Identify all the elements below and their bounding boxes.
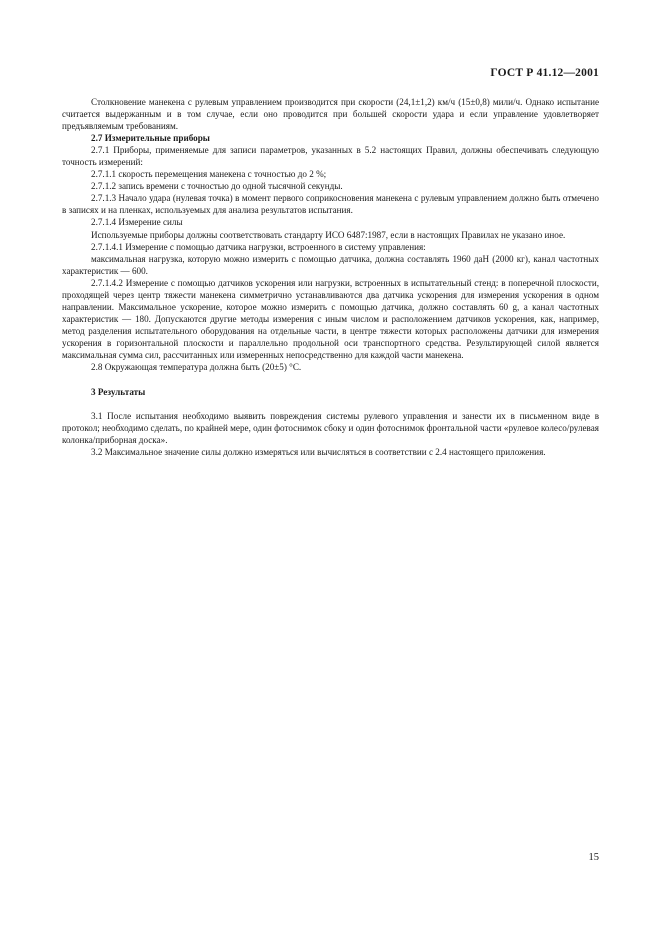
heading-measuring-instruments: 2.7 Измерительные приборы [91,133,210,144]
paragraph-iso-standard: Используемые приборы должны соответствовать стандарту ИСО 6487:1987, если в настоящих Правилах не указано иное. [91,229,566,240]
paragraph-2-7-1-4: 2.7.1.4 Измерение силы [91,217,183,228]
paragraph-3-1: 3.1 После испытания необходимо выявить повреждения системы рулевого управления и занести их в письменном виде в протокол; необходимо сделать, по крайней мере, один фотоснимок сбоку и один фотоснимок фронтальной части «рулевое колесо/рулевая колонка/приборная доска». [62,411,599,446]
paragraph-2-7-1-4-2: 2.7.1.4.2 Измерение с помощью датчиков ускорения или нагрузки, встроенных в испытательный стенд: в поперечной плоскости, проходящей через центр тяжести манекена симметрично устанавливаются два датчика ускорения для измерения ускорения в одном направлении. Максимальное ускорение, которое можно измерить с помощью датчика, должно составлять 60 g, а канал частотных характеристик — 180. Допускаются другие методы измерения с иным числом и расположением датчиков ускорения, как, например, метод разделения испытательного оборудования на отдельные части, в центре тяжести которых расположены датчики для измерения ускорения в горизонтальной плоскости и параллельно продольной оси транспортного средства. Результирующей силой является максимальная сумма сил, рассчитанных или измеренных непосредственно для каждой части манекена. [62,277,599,360]
paragraph-2-7-1-3: 2.7.1.3 Начало удара (нулевая точка) в момент первого соприкосновения манекена с рулевым управлением должно быть отмечено в записях и на пленках, используемых для анализа результатов испытания. [62,193,599,216]
paragraph-3-2: 3.2 Максимальное значение силы должно измеряться или вычисляться в соответствии с 2.4 настоящего приложения. [91,447,546,458]
paragraph-2-7-1-4-1: 2.7.1.4.1 Измерение с помощью датчика нагрузки, встроенного в систему управления: [91,241,426,252]
document-body [62,96,599,458]
paragraph-2-7-1-1: 2.7.1.1 скорость перемещения манекена с точностью до 2 %; [91,169,327,180]
page-number: 15 [588,852,599,863]
paragraph-2-8: 2.8 Окружающая температура должна быть (20±5) °С. [91,362,302,373]
paragraph-max-load: максимальная нагрузка, которую можно измерить с помощью датчика, должна составлять 1960 даН (2000 кг), канал частотных характеристик — 600. [62,253,599,276]
document-code: ГОСТ Р 41.12—2001 [490,67,599,79]
paragraph-collision-speed: Столкновение манекена с рулевым управлением производится при скорости (24,1±1,2) км/ч (15±0,8) мили/ч. Однако испытание считается выдержанным и в том случае, если оно проводится при большей скорости удара и если управление удовлетворяет предъявляемым требованиям. [62,97,599,132]
paragraph-2-7-1: 2.7.1 Приборы, применяемые для записи параметров, указанных в 5.2 настоящих Правил, должны обеспечивать следующую точность измерений: [62,145,599,168]
paragraph-2-7-1-2: 2.7.1.2 запись времени с точностью до одной тысячной секунды. [91,181,343,192]
heading-results: 3 Результаты [91,387,146,398]
